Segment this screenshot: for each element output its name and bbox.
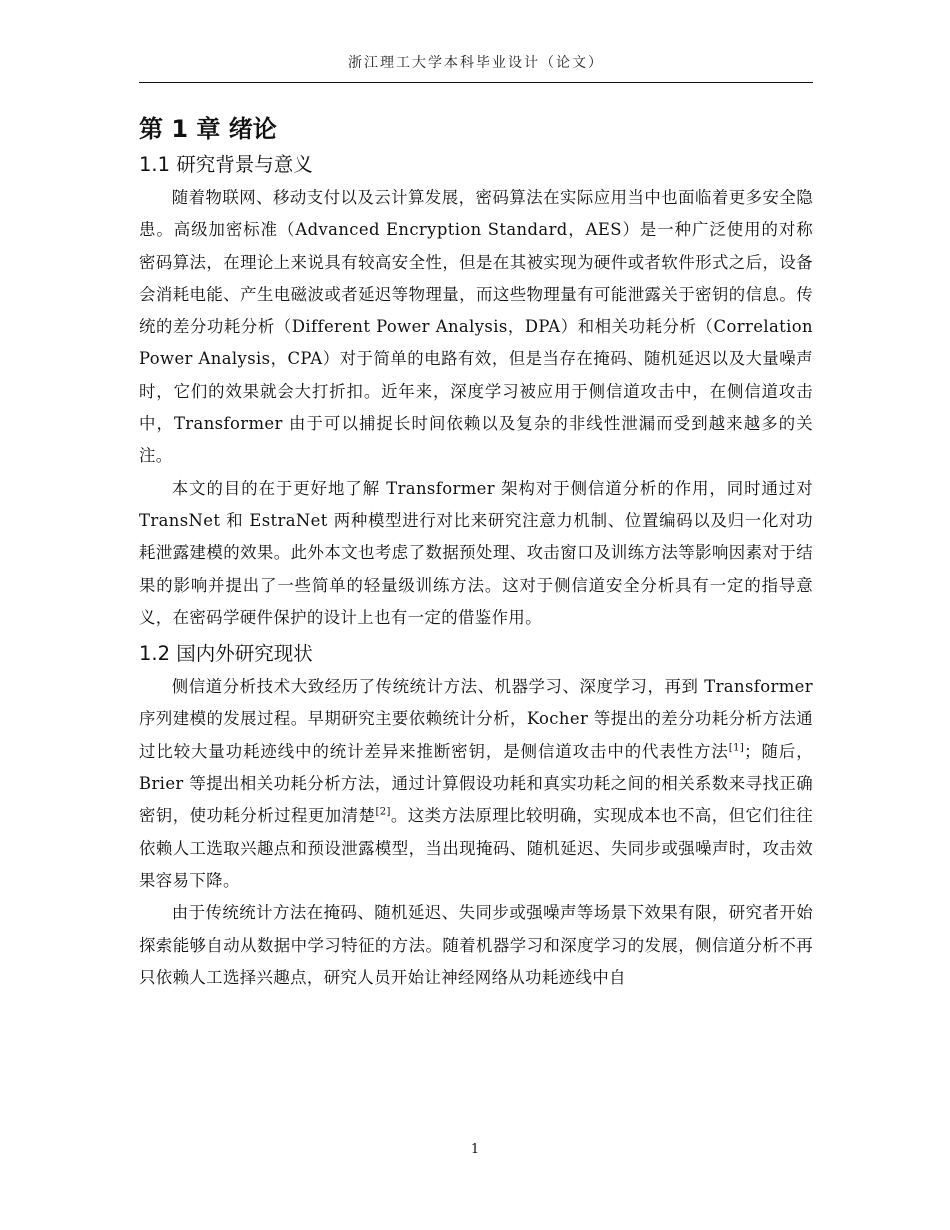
paragraph-text: 侧信道分析技术大致经历了传统统计方法、机器学习、深度学习，再到 Transformer 序列建模的发展过程。早期研究主要依赖统计分析，Kocher 等提出的差分功耗分析方法通过比较大量功耗迹线中的统计差异来推断密钥，是侧信道攻击中的代表性方法 xyxy=(139,677,813,761)
paragraph xyxy=(139,671,813,897)
citation-2[interactable]: [2] xyxy=(375,806,391,818)
running-header: 浙江理工大学本科毕业设计（论文） xyxy=(348,55,604,71)
section-title-1-1: 1.1 研究背景与意义 xyxy=(139,153,313,176)
paragraph: 由于传统统计方法在掩码、随机延迟、失同步或强噪声等场景下效果有限，研究者开始探索能够自动从数据中学习特征的方法。随着机器学习和深度学习的发展，侧信道分析不再只依赖人工选择兴趣点，研究人员开始让神经网络从功耗迹线中自 xyxy=(139,903,813,987)
chapter-title: 第 1 章 绪论 xyxy=(139,115,277,143)
paragraph-text: ；随后，Brier 等提出相关功耗分析方法，通过计算假设功耗和真实功耗之间的相关系数来寻找正确密钥，使功耗分析过程更加清楚 xyxy=(139,741,813,826)
citation-1[interactable]: [1] xyxy=(728,742,745,754)
paragraph: 随着物联网、移动支付以及云计算发展，密码算法在实际应用当中也面临着更多安全隐患。高级加密标准（Advanced Encryption Standard，AES）是一种广泛使用的对称密码算法，在理论上来说具有较高安全性，但是在其被实现为硬件或者软件形式之后，设备会消耗电能、产生电磁波或者延迟等物理量，而这些物理量有可能泄露关于密钥的信息。传统的差分功耗分析（Different Power Analysis，DPA）和相关功耗分析（Correlation Power Analysis，CPA）对于简单的电路有效，但是当存在掩码、随机延迟以及大量噪声时，它们的效果就会大打折扣。近年来，深度学习被应用于侧信道攻击中，在侧信道攻击中，Transformer 由于可以捕捉长时间依赖以及复杂的非线性泄漏而受到越来越多的关注。 xyxy=(139,188,813,466)
header-rule xyxy=(139,82,813,83)
page-number: 1 xyxy=(470,1142,480,1157)
paragraph: 本文的目的在于更好地了解 Transformer 架构对于侧信道分析的作用，同时通过对 TransNet 和 EstraNet 两种模型进行对比来研究注意力机制、位置编码以及归一化对功耗泄露建模的效果。此外本文也考虑了数据预处理、攻击窗口及训练方法等影响因素对于结果的影响并提出了一些简单的轻量级训练方法。这对于侧信道安全分析具有一定的指导意义，在密码学硬件保护的设计上也有一定的借鉴作用。 xyxy=(139,478,813,627)
paragraph-text: 。这类方法原理比较明确，实现成本也不高，但它们往往依赖人工选取兴趣点和预设泄露模型，当出现掩码、随机延迟、失同步或强噪声时，攻击效果容易下降。 xyxy=(139,806,814,890)
page-body xyxy=(139,110,813,994)
section-title-1-2: 1.2 国内外研究现状 xyxy=(139,642,313,666)
